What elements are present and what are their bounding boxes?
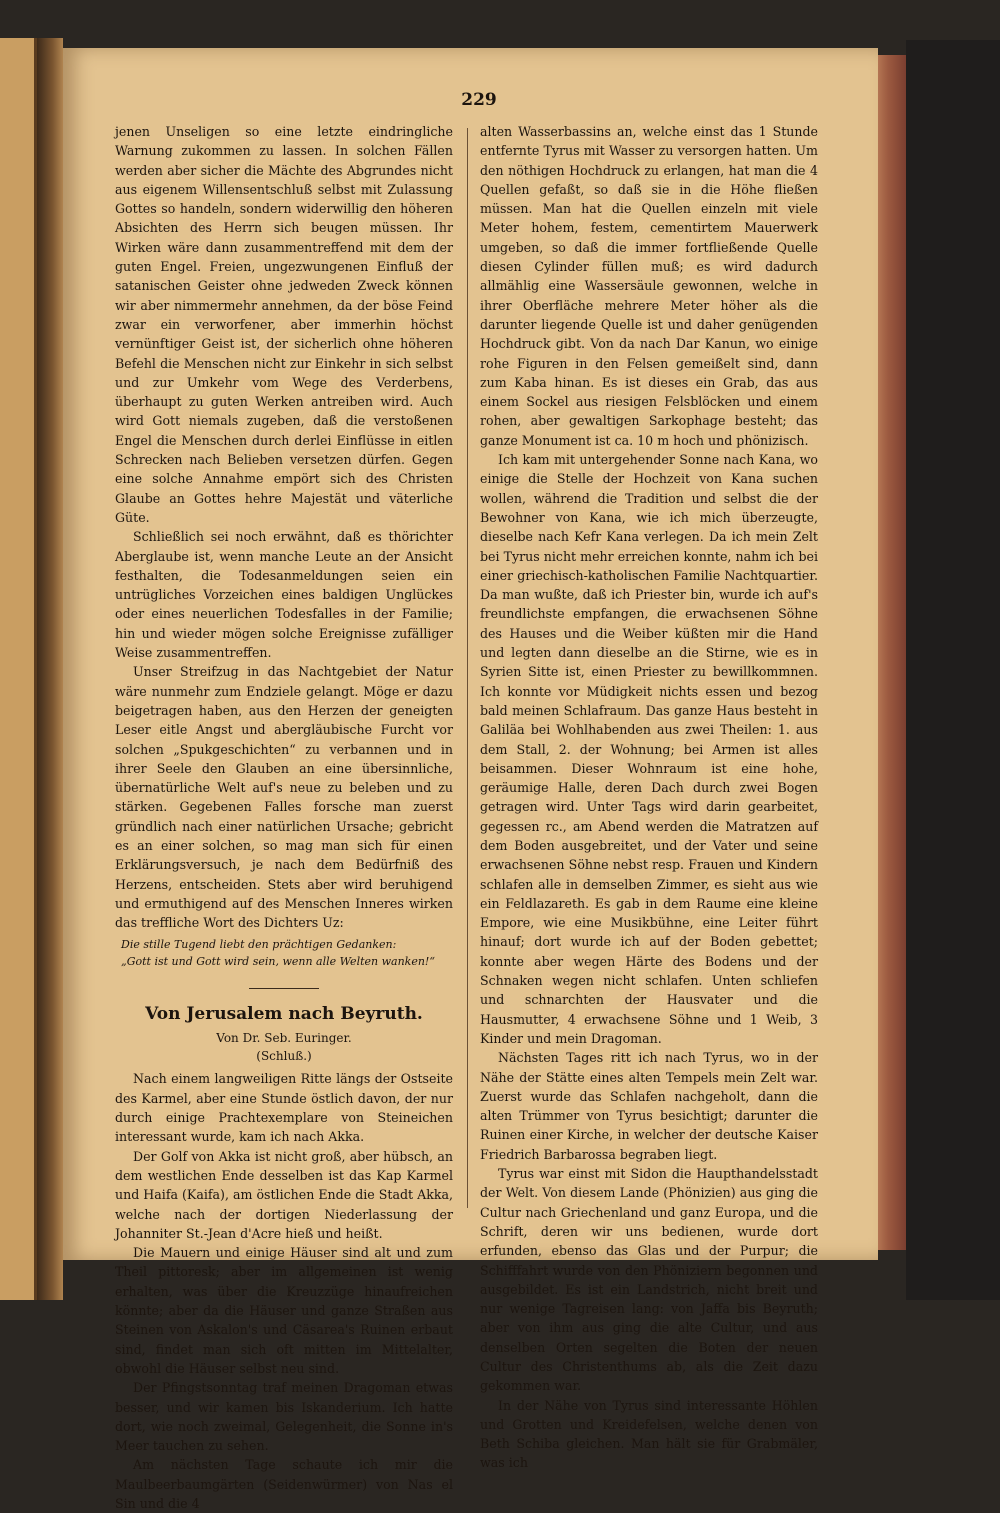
paragraph: Unser Streifzug in das Nachtgebiet der Natur wäre nunmehr zum Endziele gelangt. Möge er dazu beigetragen haben, aus den Herzen der geneigten Leser eitle Angst und abergläubische Furcht vor solchen „Spukgeschichten“ zu verbannen und in ihrer Seele den Glauben an eine übersinnliche, übernatürliche Welt auf's neue zu beleben und zu stärken. Gegebenen Falles forsche man zuerst gründlich nach einer natürlichen Ursache; gebricht es an einer solchen, so mag man sich für einen Erklärungsversuch, je nach dem Bedürfniß des Herzens, entscheiden. Stets aber wird beruhigend und ermuthigend auf des Menschen Inneres wirken das treffliche Wort des Dichters Uz: [115, 664, 453, 931]
paragraph: Die Mauern und einige Häuser sind alt und zum Theil pittoresk; aber im allgemeinen ist wenig erhalten, was über die Kreuzzüge hinaufreichen könnte; aber da die Häuser und ganze Straßen aus Steinen von Askalon's und Cäsarea's Ruinen erbaut sind, findet man sich oft mitten im Mittelalter, obwohl die Häuser selbst neu sind. [115, 1245, 453, 1376]
paragraph: In der Nähe von Tyrus sind interessante Höhlen und Grotten und Kreidefelsen, welche denen von Beth Schiba gleichen. Man hält sie für Grabmäler, was ich [480, 1397, 818, 1471]
verse-line: Die stille Tugend liebt den prächtigen Gedanken: [121, 938, 397, 952]
paragraph: Ich kam mit untergehender Sonne nach Kana, wo einige die Stelle der Hochzeit von Kana suchen wollen, während die Tradition und selbst die der Bewohner von Kana, wie ich mich überzeugte, dieselbe nach Kefr Kana verlegen. Da ich mein Zelt bei Tyrus nicht mehr erreichen konnte, nahm ich bei einer griechisch-katholischen Familie Nachtquartier. Da man wußte, daß ich Priester bin, wurde ich auf's freundlichste empfangen, die erwachsenen Söhne des Hauses und die Weiber küßten mir die Hand und legten dann dieselbe an die Stirne, wie es in Syrien Sitte ist, einen Priester zu bewillkommnen. Ich konnte vor Müdigkeit nichts essen und bezog bald meinen Schlafraum. Das ganze Haus besteht in Galiläa bei Wohlhabenden aus zwei Theilen: 1. aus dem Stall, 2. der Wohnung; bei Armen ist alles beisammen. Dieser Wohnraum ist eine hohe, geräumige Halle, deren Dach durch zwei Bogen getragen wird. Unter Tags wird darin gearbeitet, gegessen rc., am Abend werden die Matratzen auf dem Boden ausgebreitet, und der Vater und seine erwachsenen Söhne nebst resp. Frauen und Kindern schlafen alle in demselben Zimmer, es sieht aus wie ein Feldlazareth. Es gab in dem Raume eine kleine Empore, wie eine Musikbühne, eine Leiter führt hinauf; dort wurde ich auf der Boden gebettet; konnte aber wegen Härte des Bodens und der Schnaken wegen nicht schlafen. Unten schliefen und schnarchten der Hausvater und die Hausmutter, 4 erwachsene Söhne und 1 Weib, 3 Kinder und mein Dragoman. [480, 452, 818, 1046]
right-column [480, 122, 818, 1473]
article-title: Von Jerusalem nach Beyruth. [145, 1004, 423, 1025]
paragraph: Nächsten Tages ritt ich nach Tyrus, wo in der Nähe der Stätte eines alten Tempels mein Zelt war. Zuerst wurde das Schlafen nachgeholt, dann die alten Trümmer von Tyrus besichtigt; darunter die Ruinen einer Kirche, in welcher der deutsche Kaiser Friedrich Barbarossa begraben liegt. [480, 1050, 818, 1162]
paragraph: Nach einem langweiligen Ritte längs der Ostseite des Karmel, aber eine Stunde östlich davon, der nur durch einige Prachtexemplare von Steineichen interessant wurde, kam ich nach Akka. [115, 1071, 453, 1145]
verse-line: „Gott ist und Gott wird sein, wenn alle Welten wanken!“ [121, 955, 435, 969]
paragraph: Der Golf von Akka ist nicht groß, aber hübsch, an dem westlichen Ende desselben ist das Kap Karmel und Haifa (Kaifa), am östlichen Ende die Stadt Akka, welche nach der dortigen Niederlassung der Johanniter St.-Jean d'Acre hieß und heißt. [115, 1148, 453, 1241]
paragraph: Schließlich sei noch erwähnt, daß es thörichter Aberglaube ist, wenn manche Leute an der Ansicht festhalten, die Todesanmeldungen seien ein untrügliches Vorzeichen eines baldigen Unglückes oder eines neuerlichen Todesfalles in der Familie; hin und wieder mögen solche Ereignisse zufälliger Weise zusammentreffen. [115, 529, 453, 661]
paragraph: Tyrus war einst mit Sidon die Haupthandelsstadt der Welt. Von diesem Lande (Phönizien) aus ging die Cultur nach Griechenland und ganz Europa, und die Schrift, deren wir uns bedienen, wurde dort erfunden, ebenso das Glas und der Purpur; die Schifffahrt wurde von den Phöniziern begonnen und ausgebildet. Es ist ein Landstrich, nicht breit und nur wenige Tagreisen lang: von Jaffa bis Beyruth; aber von ihm aus ging die alte Cultur, und aus denselben Orten segelten die Boten der neuen Cultur des Christenthums ab, als die Zeit dazu gekommen war. [480, 1166, 818, 1394]
page-stack-edge [876, 55, 906, 1250]
left-column [115, 122, 453, 1513]
article-byline: Von Dr. Seb. Euringer. [216, 1031, 352, 1046]
article-status: (Schluß.) [256, 1049, 312, 1064]
paragraph: alten Wasserbassins an, welche einst das 1 Stunde entfernte Tyrus mit Wasser zu versorgen hatten. Um den nöthigen Hochdruck zu erlangen, hat man die 4 Quellen gefaßt, so daß sie in die Höhe fließen müssen. Man hat die Quellen einzeln mit viele Meter hohem, festem, cementirtem Mauerwerk umgeben, so daß die immer fortfließende Quelle diesen Cylinder füllen muß; es wird dadurch allmählig eine Wassersäule gewonnen, welche in ihrer Oberfläche mehrere Meter höher als die darunter liegende Quelle ist und daher genügenden Hochdruck gibt. Von da nach Dar Kanun, wo einige rohe Figuren in den Felsen gemeißelt sind, dann zum Kaba hinan. Es ist dieses ein Grab, das aus einem Sockel aus riesigen Felsblöcken und einem rohen, aber gewaltigen Sarkophage besteht; das ganze Monument ist ca. 10 m hoch und phönizisch. [480, 124, 818, 448]
book-page [63, 48, 878, 1511]
book-cover [906, 40, 1000, 1300]
page-number: 229 [461, 90, 497, 110]
paragraph: jenen Unseligen so eine letzte eindringliche Warnung zukommen zu lassen. In solchen Fällen werden aber sicher die Mächte des Abgrundes nicht aus eigenem Willensentschluß selbst mit Zulassung Gottes so handeln, sondern widerwillig den höheren Absichten des Herrn sich beugen müssen. Ihr Wirken wäre dann zusammentreffend mit dem der guten Engel. Freien, ungezwungenen Einfluß der satanischen Geister ohne jedweden Zweck können wir aber nimmermehr annehmen, da der böse Feind zwar ein verworfener, aber immerhin höchst vernünftiger Geist ist, der sicherlich ohne höheren Befehl die Menschen nicht zur Einkehr in sich selbst und zur Umkehr vom Wege des Verderbens, überhaupt zu guten Werken antreiben wird. Auch wird Gott niemals zugeben, daß die verstoßenen Engel die Menschen durch derlei Einflüsse in eitlen Schrecken nach Belieben versetzen dürfen. Gegen eine solche Annahme empört sich des Christen Glaube an Gottes hehre Majestät und väterliche Güte. [115, 124, 453, 525]
column-divider [467, 128, 468, 1208]
paragraph: Am nächsten Tage schaute ich mir die Maulbeerbaumgärten (Seidenwürmer) von Nas el Sin und die 4 [115, 1457, 453, 1511]
book-gutter [37, 38, 63, 1300]
section-divider [249, 988, 319, 989]
paragraph: Der Pfingstsonntag traf meinen Dragoman etwas besser, und wir kamen bis Iskanderium. Ich hatte dort, wie noch zweimal, Gelegenheit, die Sonne in's Meer tauchen zu sehen. [115, 1380, 453, 1454]
verse-quote [121, 936, 453, 970]
left-page-edge [0, 38, 37, 1300]
